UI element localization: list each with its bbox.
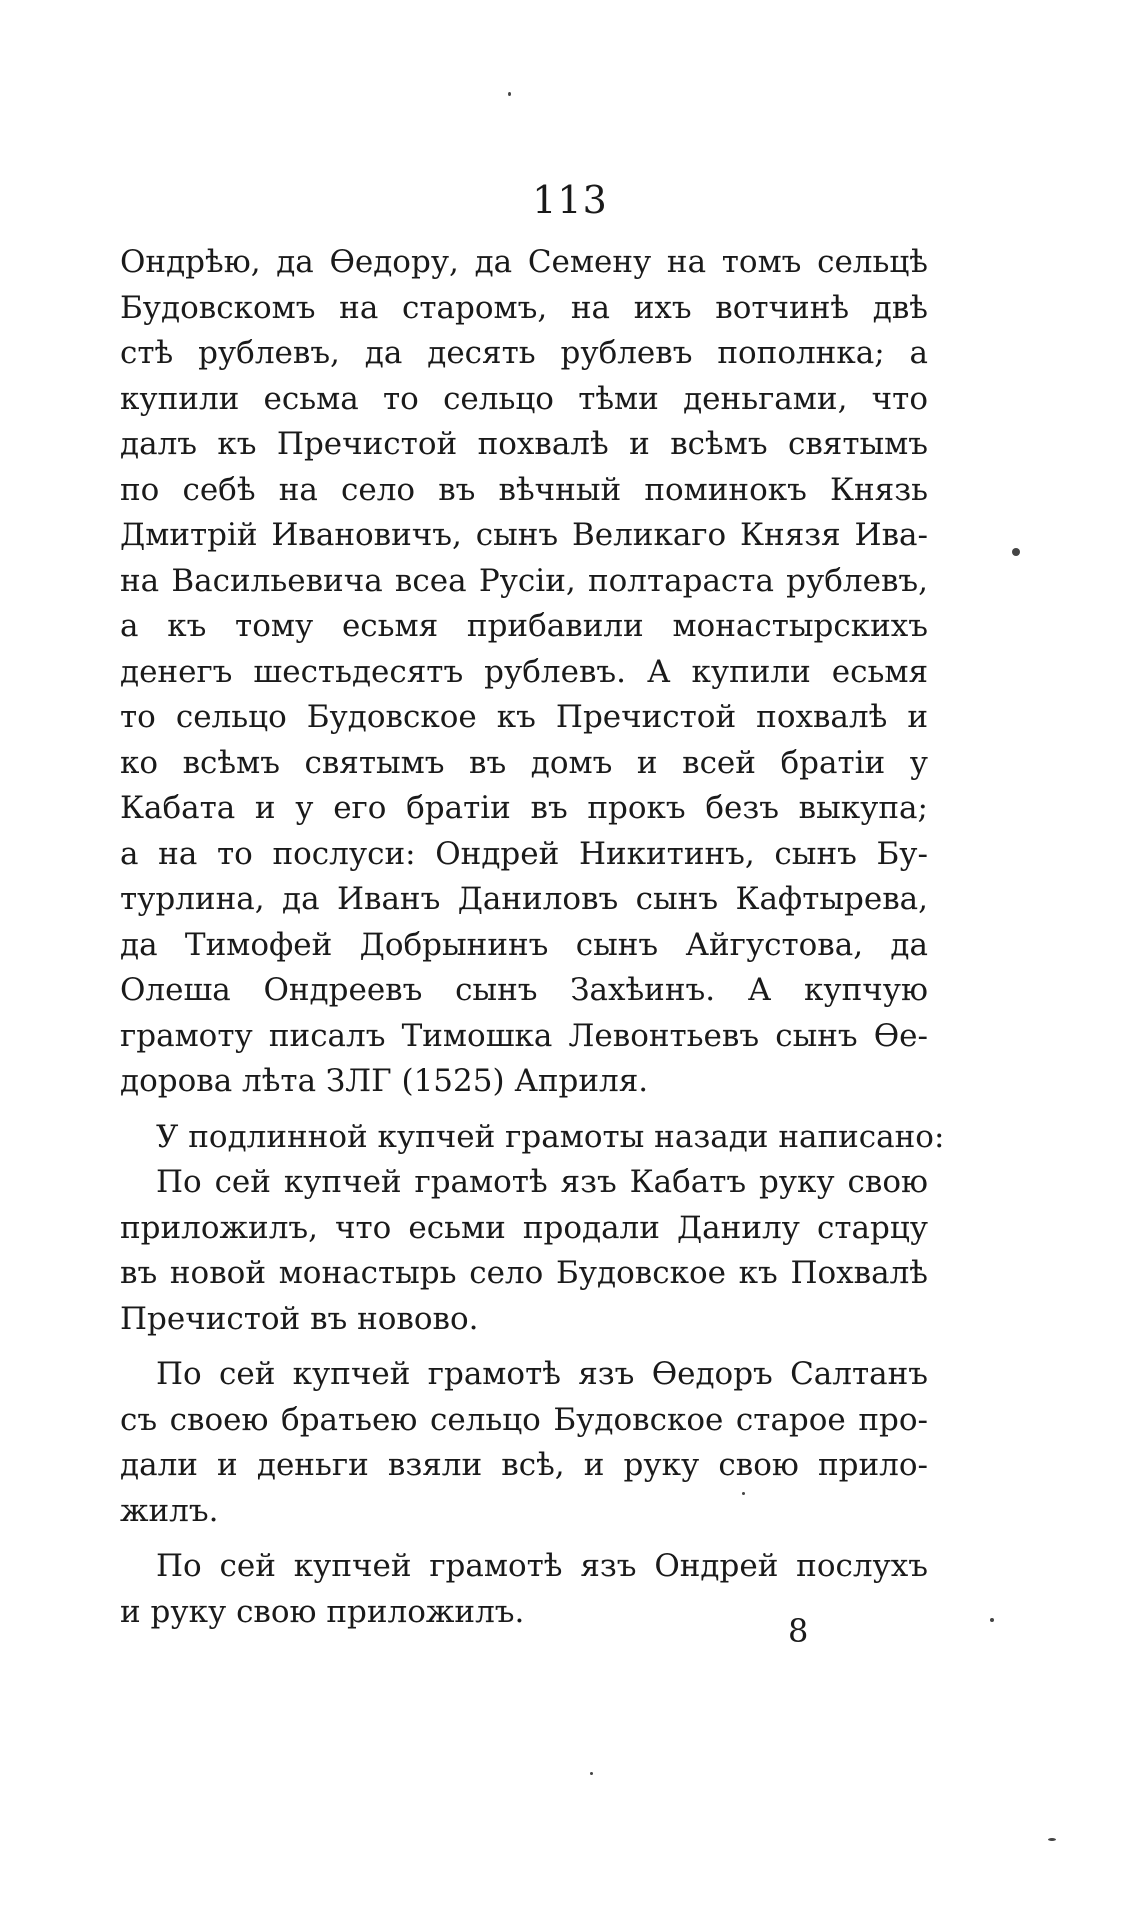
text-line: жилъ. <box>120 1492 219 1529</box>
text-line: По сей купчей грамотѣ язъ Кабатъ руку свою <box>156 1164 928 1200</box>
text-line: денегъ шестьдесятъ рублевъ. А купили есьмя <box>120 653 928 690</box>
text-line: Дмитрій Ивановичъ, сынъ Великаго Князя Ива- <box>120 517 928 553</box>
text-line: ко всѣмъ святымъ въ домъ и всей братіи у <box>120 744 928 781</box>
text-line: стѣ рублевъ, да десять рублевъ пополнка; а <box>120 335 928 371</box>
text-line: Ондрѣю, да Ѳедору, да Семену на томъ сельцѣ <box>120 244 928 280</box>
text-line: съ своею братьею сельцо Будовское старое про- <box>120 1401 928 1438</box>
text-line: по себѣ на село въ вѣчный поминокъ Князь <box>120 471 928 508</box>
page-number: 113 <box>532 178 608 222</box>
text-line: Кабата и у его братіи въ прокъ безъ выкупа; <box>120 790 928 826</box>
text-line: купили есьма то сельцо тѣми деньгами, что <box>120 380 928 417</box>
text-line: въ новой монастырь село Будовское къ Похвалѣ <box>120 1255 928 1291</box>
text-line: и руку свою приложилъ. <box>120 1593 525 1630</box>
text-line: Пречистой въ новово. <box>120 1300 479 1337</box>
heading-note: У подлинной купчей грамоты назади написано: <box>156 1118 945 1155</box>
text-line: а на то послуси: Ондрей Никитинъ, сынъ Бу- <box>120 835 928 872</box>
text-line: грамоту писалъ Тимошка Левонтьевъ сынъ Ѳе- <box>120 1017 928 1054</box>
scan-speck <box>1012 548 1020 556</box>
scan-speck <box>990 1618 994 1622</box>
signature-mark: 8 <box>788 1612 809 1650</box>
text-line: приложилъ, что есьми продали Данилу старцу <box>120 1209 928 1246</box>
text-line: дорова лѣта ЗЛГ (1525) Априля. <box>120 1063 649 1099</box>
text-line: По сей купчей грамотѣ язъ Ондрей послухъ <box>156 1548 928 1584</box>
scan-speck <box>1048 1838 1056 1841</box>
scan-speck <box>742 1492 745 1495</box>
text-line: то сельцо Будовское къ Пречистой похвалѣ и <box>120 699 928 735</box>
paragraph-3 <box>120 1352 928 1534</box>
text-line: да Тимофей Добрынинъ сынъ Айгустова, да <box>120 926 928 963</box>
text-line: турлина, да Иванъ Даниловъ сынъ Кафтырева, <box>120 881 928 917</box>
text-line: Будовскомъ на старомъ, на ихъ вотчинѣ двѣ <box>120 289 928 326</box>
text-line: на Васильевича всеа Русіи, полтараста рублевъ, <box>120 562 928 599</box>
paragraph-1 <box>120 240 928 1105</box>
text-line: дали и деньги взяли всѣ, и руку свою прило- <box>120 1447 928 1483</box>
scan-speck <box>508 92 511 96</box>
body-text <box>120 240 945 1635</box>
scan-speck <box>590 1772 593 1775</box>
text-line: далъ къ Пречистой похвалѣ и всѣмъ святымъ <box>120 426 928 462</box>
text-line: Олеша Ондреевъ сынъ Захѣинъ. А купчую <box>120 972 928 1008</box>
text-line: а къ тому есьмя прибавили монастырскихъ <box>120 608 928 644</box>
paragraph-2 <box>120 1160 928 1342</box>
text-line: По сей купчей грамотѣ язъ Ѳедоръ Салтанъ <box>156 1356 928 1392</box>
